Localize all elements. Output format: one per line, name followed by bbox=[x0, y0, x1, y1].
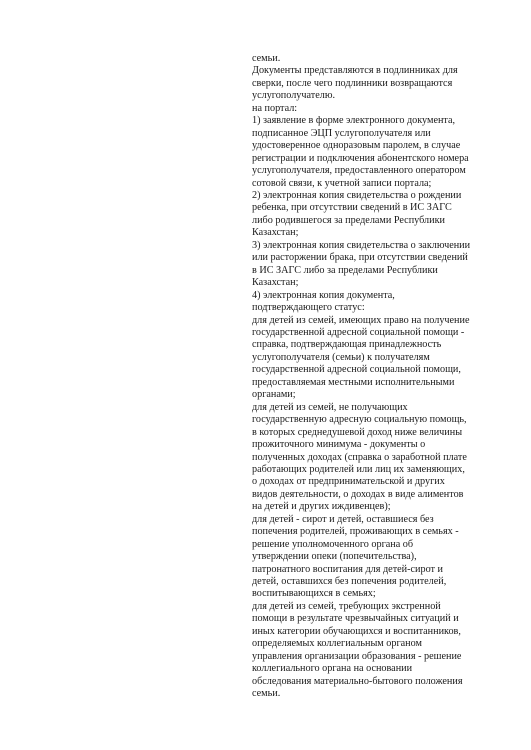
text-line: услугополучателя, предоставленного оператором bbox=[252, 165, 466, 177]
text-line: для детей - сирот и детей, оставшиеся без bbox=[252, 513, 434, 525]
text-line: подписанное ЭЦП услугополучателя или bbox=[252, 127, 431, 139]
text-line: предоставляемая местными исполнительными bbox=[252, 376, 455, 388]
text-line: сверки, после чего подлинники возвращаются bbox=[252, 77, 453, 89]
text-line: работающих родителей или лиц их заменяющих, bbox=[252, 463, 465, 475]
text-line: в ИС ЗАГС либо за пределами Республики bbox=[252, 264, 438, 276]
text-line: семьи. bbox=[252, 688, 281, 700]
text-line: семьи. bbox=[252, 53, 281, 64]
text-line: для детей из семей, имеющих право на получение bbox=[252, 314, 470, 326]
text-line: удостоверенное одноразовым паролем, в случае bbox=[252, 140, 461, 152]
text-line: коллегиального органа на основании bbox=[252, 663, 413, 675]
text-line: государственную адресную социальную помощь, bbox=[252, 414, 467, 426]
text-line: Казахстан; bbox=[252, 227, 299, 239]
text-line: сотовой связи, к учетной записи портала; bbox=[252, 177, 432, 189]
text-line: подтверждающего статус: bbox=[252, 302, 365, 314]
text-line: или расторжении брака, при отсутствии сведений bbox=[252, 252, 468, 264]
document-text bbox=[252, 53, 497, 701]
text-line: 4) электронная копия документа, bbox=[252, 289, 395, 301]
text-line: 1) заявление в форме электронного документа, bbox=[252, 115, 456, 127]
text-line: Казахстан; bbox=[252, 277, 299, 289]
text-line: ребенка, при отсутствии сведений в ИС ЗАГС bbox=[252, 202, 452, 214]
text-line: определяемых коллегиальным органом bbox=[252, 638, 422, 650]
text-line: помощи в результате чрезвычайных ситуаций и bbox=[252, 613, 459, 625]
text-line: видов деятельности, о доходах в виде алиментов bbox=[252, 488, 464, 500]
text-line: для детей из семей, не получающих bbox=[252, 401, 408, 413]
text-line: попечения родителей, проживающих в семьях - bbox=[252, 526, 459, 538]
text-line: услугополучателю. bbox=[252, 90, 335, 102]
text-line: прожиточного минимума - документы о bbox=[252, 439, 426, 451]
text-line: воспитывающихся в семьях; bbox=[252, 588, 376, 600]
text-line: 3) электронная копия свидетельства о заключении bbox=[252, 239, 471, 251]
text-line: государственной адресной социальной помощи, bbox=[252, 364, 461, 376]
text-line: на портал: bbox=[252, 102, 298, 114]
text-line: утверждении опеки (попечительства), bbox=[252, 551, 417, 563]
text-line: Документы представляются в подлинниках для bbox=[252, 65, 458, 77]
text-line: о доходах от предпринимательской и других bbox=[252, 476, 445, 488]
text-line: детей, оставшихся без попечения родителей, bbox=[252, 576, 447, 588]
text-line: патронатного воспитания для детей-сирот и bbox=[252, 563, 443, 575]
text-line: 2) электронная копия свидетельства о рождении bbox=[252, 189, 462, 201]
text-line: государственной адресной социальной помощи - bbox=[252, 326, 465, 338]
text-line: обследования материально-бытового положения bbox=[252, 675, 463, 687]
text-line: полученных доходах (справка о заработной плате bbox=[252, 451, 467, 463]
text-line: для детей из семей, требующих экстренной bbox=[252, 600, 441, 612]
text-line: решение уполномоченного органа об bbox=[252, 538, 414, 550]
text-line: органами; bbox=[252, 389, 296, 401]
text-line: регистрации и подключения абонентского номера bbox=[252, 152, 469, 164]
text-line: на детей и других иждивенцев); bbox=[252, 501, 391, 513]
text-line: услугополучателя (семьи) к получателям bbox=[252, 351, 430, 363]
text-line: управления организации образования - решение bbox=[252, 650, 462, 662]
text-line: иных категории обучающихся и воспитанников, bbox=[252, 625, 461, 637]
text-line: в которых среднедушевой доход ниже величины bbox=[252, 426, 463, 438]
text-line: либо родившегося за пределами Республики bbox=[252, 214, 445, 226]
text-line: справка, подтверждающая принадлежность bbox=[252, 339, 442, 351]
